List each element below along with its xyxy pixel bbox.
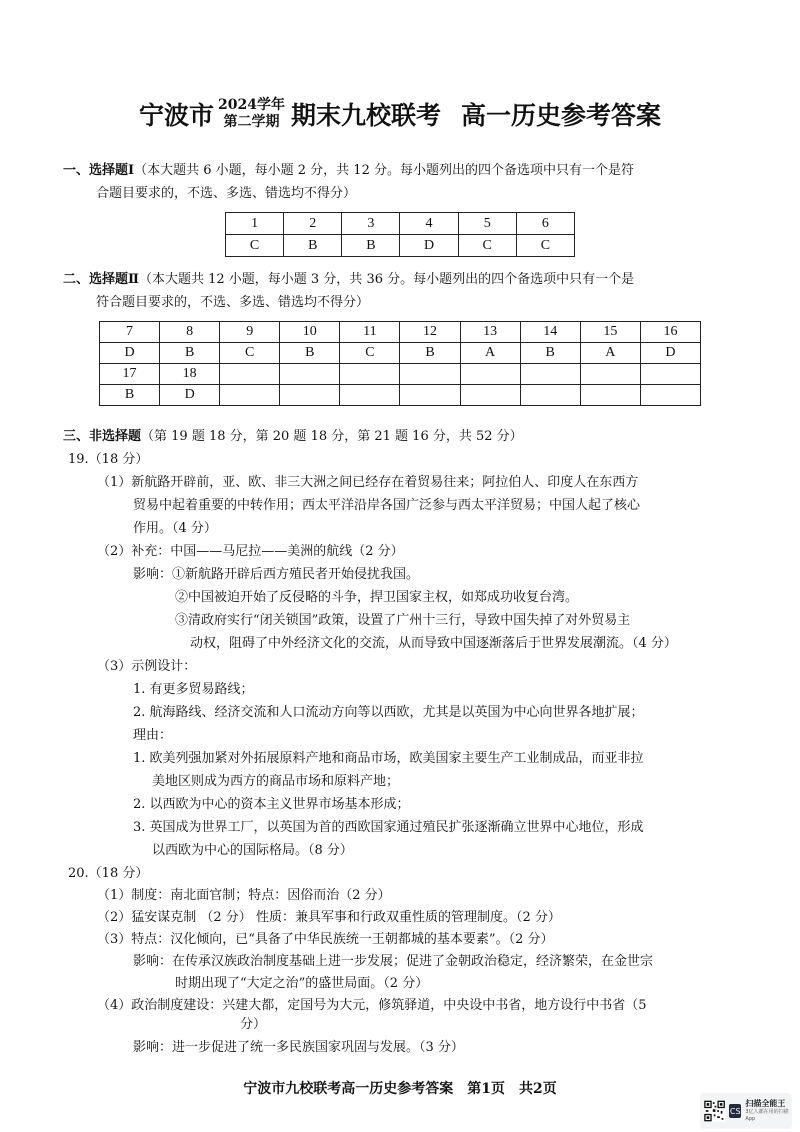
- empty-cell: [460, 364, 520, 385]
- q19-p3-line3: 2. 航海路线、经济交流和人口流动方向等以西欧，尤其是以英国为中心向世界各地扩展；: [133, 705, 644, 720]
- answer-cell: D: [640, 343, 700, 364]
- question-number-cell: 1: [226, 213, 284, 235]
- camscanner-logo-icon: CS: [729, 1104, 741, 1118]
- answer-cell: D: [160, 385, 220, 406]
- answer-cell: B: [160, 343, 220, 364]
- empty-cell: [580, 364, 640, 385]
- empty-cell: [340, 364, 400, 385]
- answer-cell: B: [520, 343, 580, 364]
- title-year: 2024学年: [218, 97, 285, 113]
- title-exam: 期末九校联考: [290, 101, 441, 130]
- section2-answer-table: [99, 321, 701, 406]
- question-number-cell: 7: [100, 322, 160, 343]
- empty-cell: [400, 364, 460, 385]
- q19-p2-line4: ③清政府实行“闭关锁国”政策，设置了广州十三行，导致中国失掉了对外贸易主: [175, 613, 631, 628]
- answer-cell: D: [400, 235, 458, 257]
- empty-cell: [580, 385, 640, 406]
- q19-p3-line5: 1. 欧美列强加紧对外拓展原料产地和商品市场，欧美国家主要生产工业制成品，而亚非拉: [133, 751, 644, 766]
- empty-cell: [280, 364, 340, 385]
- question-number-cell: 11: [340, 322, 400, 343]
- answer-cell: D: [100, 343, 160, 364]
- q19-p3-line6: 美地区则成为西方的商品市场和原料产地；: [152, 774, 400, 789]
- table-row: [100, 322, 701, 343]
- empty-cell: [220, 364, 280, 385]
- q20-line2: （2）猛安谋克制 （2 分） 性质：兼具军事和行政双重性质的管理制度。（2 分）: [97, 910, 561, 925]
- question-number-cell: 13: [460, 322, 520, 343]
- q19-p3-line1: （3）示例设计：: [97, 659, 197, 674]
- section2-desc-2: 符合题目要求的，不选、多选、错选均不得分）: [96, 295, 370, 310]
- q19-p3-line8: 3. 英国成为世界工厂，以英国为首的西欧国家通过殖民扩张逐渐确立世界中心地位，形成: [133, 820, 644, 835]
- answer-cell: A: [580, 343, 640, 364]
- question-number-cell: 6: [516, 213, 574, 235]
- question-number-cell: 16: [640, 322, 700, 343]
- page-footer: 宁波市九校联考高一历史参考答案 第1页 共2页: [243, 1081, 557, 1097]
- q20-line1: （1）制度：南北面官制；特点：因俗而治（2 分）: [97, 888, 391, 903]
- watermark-sub: 3亿人都在用的扫描App: [745, 1109, 789, 1122]
- section1-desc-2: 合题目要求的，不选、多选、错选均不得分）: [96, 186, 357, 201]
- answer-cell: C: [226, 235, 284, 257]
- answer-cell: B: [342, 235, 400, 257]
- empty-cell: [460, 385, 520, 406]
- question-number-cell: 17: [100, 364, 160, 385]
- question-number-cell: 4: [400, 213, 458, 235]
- q20-line3: （3）特点：汉化倾向，已“具备了中华民族统一王朝都城的基本要素”。（2 分）: [97, 932, 554, 947]
- section3-heading: 三、非选择题: [63, 429, 142, 444]
- q19-p2-line5: 动权，阻碍了中外经济文化的交流，从而导致中国逐渐落后于世界发展潮流。（4 分）: [190, 636, 677, 651]
- q20-header: 20.（18 分）: [68, 866, 149, 881]
- section1-line1: [63, 162, 634, 180]
- q19-p3-line7: 2. 以西欧为中心的资本主义世界市场基本形成；: [133, 797, 410, 812]
- title-semester: 第二学期: [223, 114, 280, 130]
- q19-p2-line3: ②中国被迫开始了反侵略的斗争，捍卫国家主权，如郑成功收复台湾。: [175, 590, 579, 605]
- q19-p3-line4: 理由：: [133, 728, 173, 743]
- empty-cell: [520, 385, 580, 406]
- empty-cell: [640, 364, 700, 385]
- q20-line8: 影响：进一步促进了统一多民族国家巩固与发展。（3 分）: [133, 1040, 464, 1055]
- empty-cell: [220, 385, 280, 406]
- q20-line5: 时期出现了“大定之治”的盛世局面。（2 分）: [175, 976, 429, 991]
- section1-desc-1: （本大题共 6 小题，每小题 2 分，共 12 分。每小题列出的四个备选项中只有一个是符: [134, 163, 634, 178]
- watermark-text: [745, 1099, 792, 1123]
- empty-cell: [280, 385, 340, 406]
- question-number-cell: 10: [280, 322, 340, 343]
- q19-p3-line9: 以西欧为中心的国际格局。（8 分）: [152, 843, 353, 858]
- answer-cell: B: [280, 343, 340, 364]
- question-number-cell: 5: [458, 213, 516, 235]
- question-number-cell: 8: [160, 322, 220, 343]
- q19-p1-line1: （1）新航路开辟前，亚、欧、非三大洲之间已经存在着贸易往来；阿拉伯人、印度人在东西方: [97, 475, 639, 490]
- answer-cell: A: [460, 343, 520, 364]
- page-title: [0, 84, 800, 144]
- answer-cell: C: [340, 343, 400, 364]
- question-number-cell: 2: [284, 213, 342, 235]
- section2-heading: 二、选择题Ⅱ: [63, 272, 139, 287]
- q20-line4: 影响：在传承汉族政治制度基础上进一步发展；促进了金朝政治稳定，经济繁荣，在金世宗: [133, 954, 654, 969]
- q19-p1-line3: 作用。（4 分）: [133, 521, 217, 536]
- table-row: [100, 364, 701, 385]
- answer-cell: C: [220, 343, 280, 364]
- title-prefix: 宁波市: [138, 101, 214, 130]
- answer-cell: B: [100, 385, 160, 406]
- answer-cell: B: [400, 343, 460, 364]
- table-row: [226, 213, 575, 235]
- qr-code-icon: [704, 1099, 725, 1123]
- title-subject: 高一历史参考答案: [460, 101, 661, 130]
- section3-line: [63, 428, 523, 446]
- empty-cell: [340, 385, 400, 406]
- question-number-cell: 15: [580, 322, 640, 343]
- q20-line6: （4）政治制度建设：兴建大都，定国号为大元，修筑驿道，中央设中书省，地方设行中书省（5: [97, 998, 647, 1013]
- scanner-watermark: [700, 1093, 792, 1129]
- question-number-cell: 3: [342, 213, 400, 235]
- section1-answer-table: [225, 212, 575, 257]
- q19-p2-line1: （2）补充：中国——马尼拉——美洲的航线（2 分）: [97, 544, 404, 559]
- question-number-cell: 12: [400, 322, 460, 343]
- q19-p2-line2: 影响：①新航路开辟后西方殖民者开始侵扰我国。: [133, 567, 420, 582]
- answer-cell: B: [284, 235, 342, 257]
- q20-line7: 分）: [240, 1017, 267, 1032]
- table-row: [100, 385, 701, 406]
- answer-cell: C: [516, 235, 574, 257]
- title-term: [218, 97, 285, 131]
- section2-line1: [63, 271, 634, 289]
- question-number-cell: 14: [520, 322, 580, 343]
- q19-p3-line2: 1. 有更多贸易路线；: [133, 682, 254, 697]
- question-number-cell: 9: [220, 322, 280, 343]
- answer-cell: C: [458, 235, 516, 257]
- empty-cell: [520, 364, 580, 385]
- table-row: [226, 235, 575, 257]
- q19-header: 19.（18 分）: [68, 452, 149, 467]
- section3-desc: （第 19 题 18 分，第 20 题 18 分，第 21 题 16 分，共 52 分）: [141, 429, 523, 444]
- empty-cell: [640, 385, 700, 406]
- empty-cell: [400, 385, 460, 406]
- question-number-cell: 18: [160, 364, 220, 385]
- table-row: [100, 343, 701, 364]
- section2-desc-1: （本大题共 12 小题，每小题 3 分，共 36 分。每小题列出的四个备选项中只有一个是: [138, 272, 635, 287]
- section1-heading: 一、选择题Ⅰ: [63, 163, 135, 178]
- watermark-name: 扫描全能王: [745, 1099, 786, 1108]
- q19-p1-line2: 贸易中起着重要的中转作用；西太平洋沿岸各国广泛参与西太平洋贸易；中国人起了核心: [133, 498, 641, 513]
